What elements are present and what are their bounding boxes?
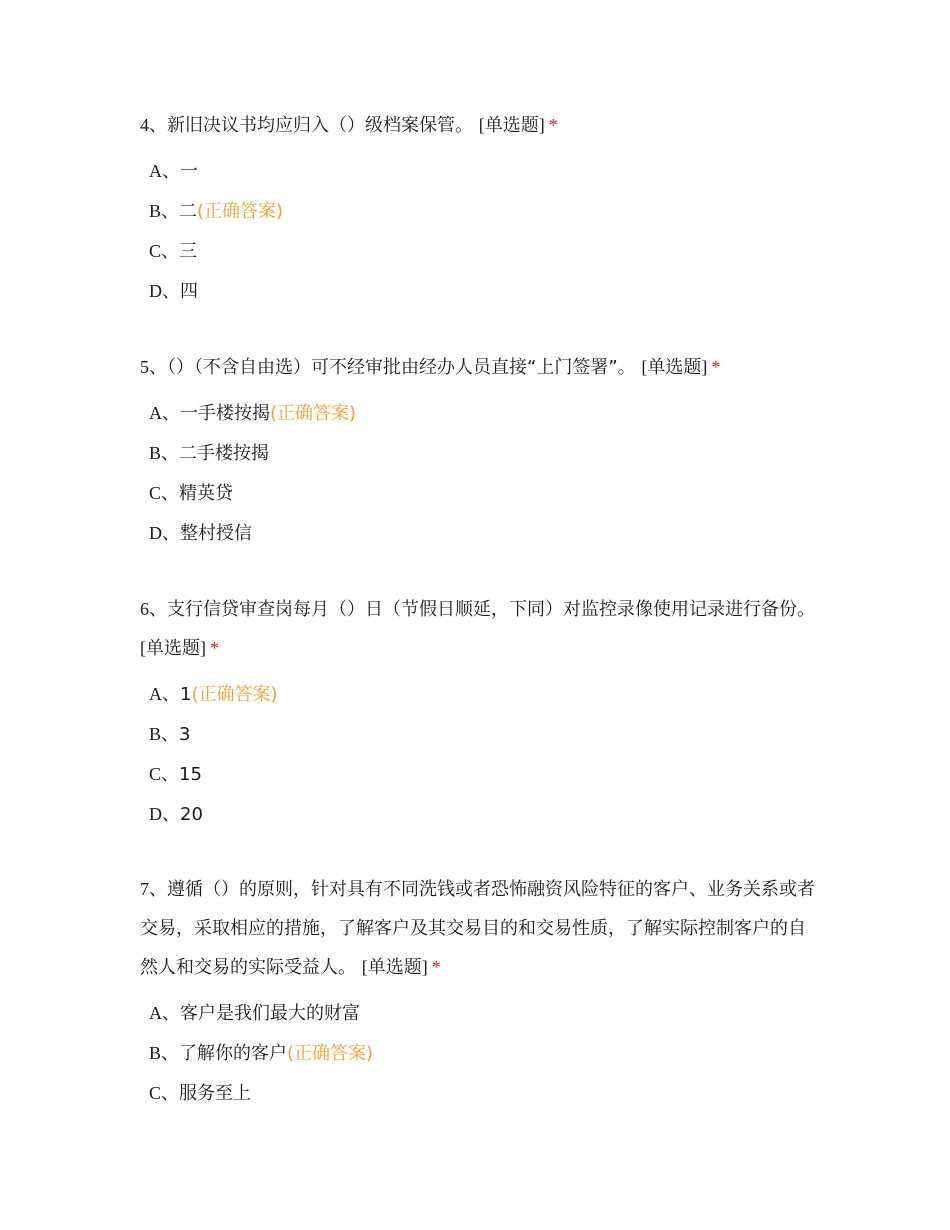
question-stem: 5、（）（不含自由选）可不经审批由经办人员直接“上门签署”。 [单选题] * <box>140 357 721 378</box>
question-type-tag: [单选题] <box>641 357 708 377</box>
option-b[interactable]: B、了解你的客户(正确答案) <box>149 1043 374 1064</box>
option-text: 一手楼按揭 <box>180 403 270 424</box>
option-c[interactable]: C、服务至上 <box>149 1083 252 1104</box>
option-text: 二 <box>179 201 198 222</box>
question-type-tag: [单选题] <box>478 115 545 135</box>
option-letter: C <box>149 241 162 261</box>
option-letter: B <box>149 1043 162 1063</box>
option-text: 二手楼按揭 <box>179 443 270 464</box>
option-text: 客户是我们最大的财富 <box>180 1003 360 1024</box>
option-c[interactable]: C、精英贷 <box>149 483 234 504</box>
required-mark: * <box>548 115 558 135</box>
option-text: 整村授信 <box>180 523 252 544</box>
question-number: 6 <box>140 599 149 619</box>
option-letter: C <box>149 1083 162 1103</box>
question-stem: 4、新旧决议书均应归入（）级档案保管。 [单选题] * <box>140 115 558 136</box>
option-letter: C <box>149 483 162 503</box>
option-text: 四 <box>180 281 198 302</box>
option-a[interactable]: A、1(正确答案) <box>149 684 278 705</box>
question-5 <box>140 348 820 553</box>
question-text: （）（不含自由选）可不经审批由经办人员直接“上门签署”。 <box>167 357 636 378</box>
option-letter: A <box>149 161 162 181</box>
option-letter: A <box>149 1003 162 1023</box>
question-4 <box>140 106 820 311</box>
option-text: 1 <box>180 684 192 705</box>
correct-answer-label: (正确答案) <box>287 1043 374 1064</box>
option-letter: C <box>149 764 162 784</box>
option-a[interactable]: A、一 <box>149 161 198 182</box>
question-number: 4 <box>140 115 149 135</box>
option-list <box>140 151 820 311</box>
question-text: 遵循（）的原则，针对具有不同洗钱或者恐怖融资风险特征的客户、业务关系或者交易，采取相应的措施，了解客户及其交易目的和交易性质，了解实际控制客户的自然人和交易的实际受益人。 <box>140 879 815 978</box>
option-text: 服务至上 <box>179 1083 252 1104</box>
option-a[interactable]: A、一手楼按揭(正确答案) <box>149 403 357 424</box>
option-text: 了解你的客户 <box>179 1043 288 1064</box>
question-number: 7 <box>140 879 149 899</box>
option-c[interactable]: C、三 <box>149 241 198 262</box>
option-text: 15 <box>179 764 202 785</box>
option-text: 一 <box>180 161 198 182</box>
option-a[interactable]: A、客户是我们最大的财富 <box>149 1003 360 1024</box>
question-number: 5 <box>140 357 149 377</box>
option-letter: B <box>149 443 162 463</box>
option-b[interactable]: B、二(正确答案) <box>149 201 284 222</box>
option-letter: A <box>149 684 162 704</box>
question-text: 支行信贷审查岗每月（）日（节假日顺延，下同）对监控录像使用记录进行备份。 <box>167 599 815 620</box>
option-letter: B <box>149 724 162 744</box>
option-letter: D <box>149 523 162 543</box>
option-b[interactable]: B、二手楼按揭 <box>149 443 270 464</box>
option-letter: D <box>149 804 162 824</box>
question-type-tag: [单选题] <box>361 957 428 977</box>
required-mark: * <box>431 957 441 977</box>
option-text: 精英贷 <box>179 483 234 504</box>
option-text: 三 <box>179 241 198 262</box>
question-7 <box>140 870 820 1113</box>
option-text: 3 <box>179 724 191 745</box>
option-b[interactable]: B、3 <box>149 724 191 745</box>
option-letter: A <box>149 403 162 423</box>
option-d[interactable]: D、整村授信 <box>149 523 252 544</box>
required-mark: * <box>210 638 219 658</box>
question-stem: 7、遵循（）的原则，针对具有不同洗钱或者恐怖融资风险特征的客户、业务关系或者交易，采取相应的措施，了解客户及其交易目的和交易性质，了解实际控制客户的自然人和交易的实际受益人。 [单选题] * <box>140 879 815 978</box>
option-text: 20 <box>180 804 203 825</box>
correct-answer-label: (正确答案) <box>191 684 278 705</box>
question-6 <box>140 590 820 834</box>
question-stem: 6、支行信贷审查岗每月（）日（节假日顺延，下同）对监控录像使用记录进行备份。 [单选题] * <box>140 599 815 658</box>
option-list <box>140 674 820 834</box>
correct-answer-label: (正确答案) <box>270 403 357 424</box>
question-text: 新旧决议书均应归入（）级档案保管。 <box>167 115 473 136</box>
option-list <box>140 993 820 1113</box>
required-mark: * <box>711 357 721 377</box>
question-type-tag: [单选题] <box>140 638 206 658</box>
option-d[interactable]: D、四 <box>149 281 198 302</box>
option-letter: D <box>149 281 162 301</box>
correct-answer-label: (正确答案) <box>197 201 284 222</box>
option-c[interactable]: C、15 <box>149 764 202 785</box>
option-letter: B <box>149 201 162 221</box>
option-list <box>140 393 820 553</box>
option-d[interactable]: D、20 <box>149 804 203 825</box>
